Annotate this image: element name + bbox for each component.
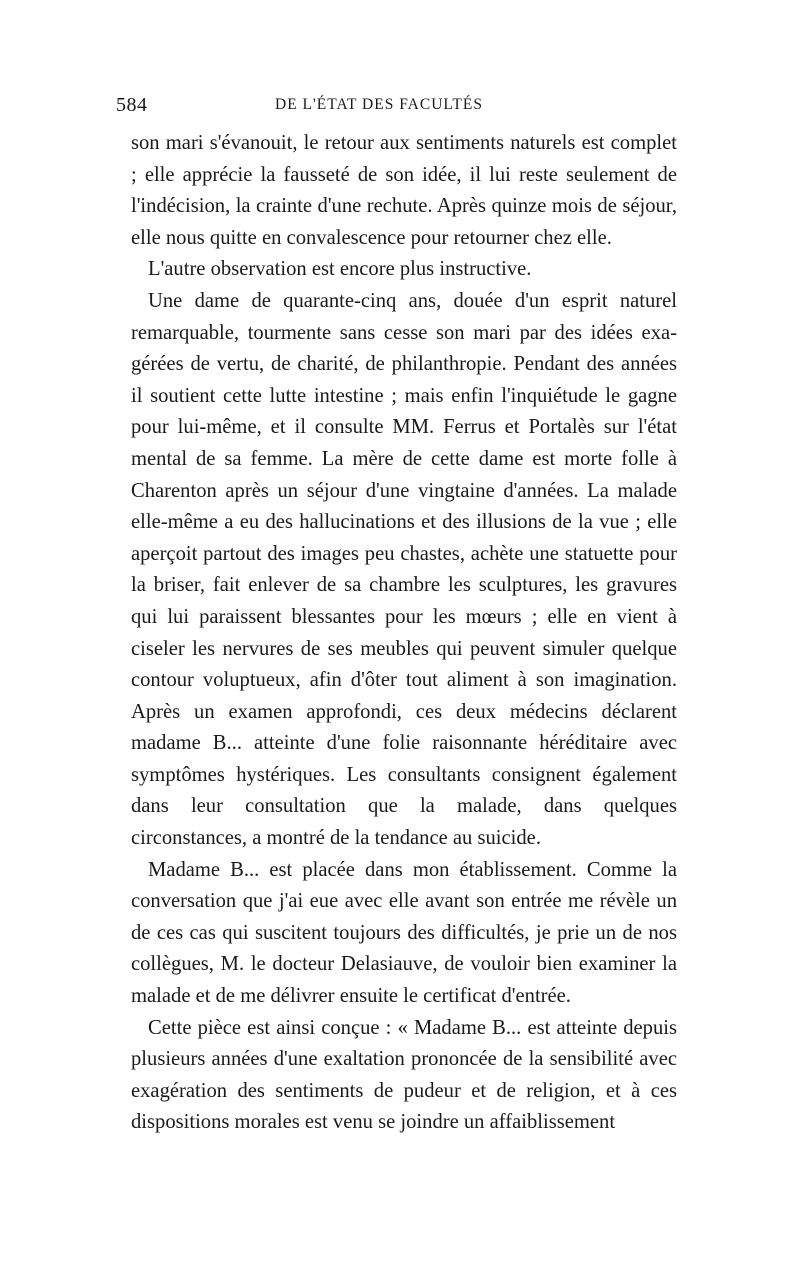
book-page: [116, 94, 677, 1134]
running-header: [116, 94, 677, 120]
body-text: [131, 128, 677, 1139]
paragraph-continuation: son mari s'évanouit, le retour aux sentiments naturels est complet ; elle apprécie la fausseté de son idée, il lui reste seulement de l'indécision, la crainte d'une rechute. Après quinze mois de séjour, elle nous quitte en convalescence pour retourner chez elle.: [131, 132, 677, 249]
page-number: 584: [116, 94, 148, 116]
paragraph-certificate: Cette pièce est ainsi conçue : « Madame B... est atteinte depuis plusieurs années d'une exaltation prononcée de la sensibilité avec exagération des sentiments de pudeur et de religion, et à ces dispositions morales est venu se joindre un affaiblissement: [131, 1016, 677, 1134]
running-title: DE L'ÉTAT DES FACULTÉS: [275, 96, 483, 113]
paragraph-case-description: Une dame de quarante-cinq ans, douée d'un esprit naturel remarquable, tourmente sans cesse son mari par des idées exagérées de vertu, de charité, de philanthropie. Pendant des années il soutient cette lutte intestine ; mais enfin l'inquiétude le gagne pour lui-même, et il consulte MM. Ferrus et Portalès sur l'état mental de sa femme. La mère de cette dame est morte folle à Charenton après un séjour d'une vingtaine d'années. La malade elle-même a eu des hallucinations et des illusions de la vue ; elle aperçoit partout des images peu chastes, achète une statuette pour la briser, fait enlever de sa chambre les sculptures, les gravures qui lui paraissent blessantes pour les mœurs ; elle en vient à ciseler les nervures de ses meubles qui peuvent simuler quelque contour voluptueux, afin d'ôter tout aliment à son imagination. Après un examen approfondi, ces deux médecins déclarent madame B... atteinte d'une folie raisonnante héréditaire avec symptômes hystériques. Les consultants consignent également dans leur consultation que la malade, dans quelques circonstances, a montré de la tendance au suicide.: [131, 289, 677, 850]
paragraph-admission: Madame B... est placée dans mon établissement. Comme la conversation que j'ai eue avec elle avant son entrée me révèle un de ces cas qui suscitent toujours des difficultés, je prie un de nos collègues, M. le docteur Delasiauve, de vouloir bien examiner la malade et de me délivrer ensuite le certificat d'entrée.: [131, 858, 677, 1008]
paragraph-observation-intro: L'autre observation est encore plus instructive.: [148, 258, 532, 281]
